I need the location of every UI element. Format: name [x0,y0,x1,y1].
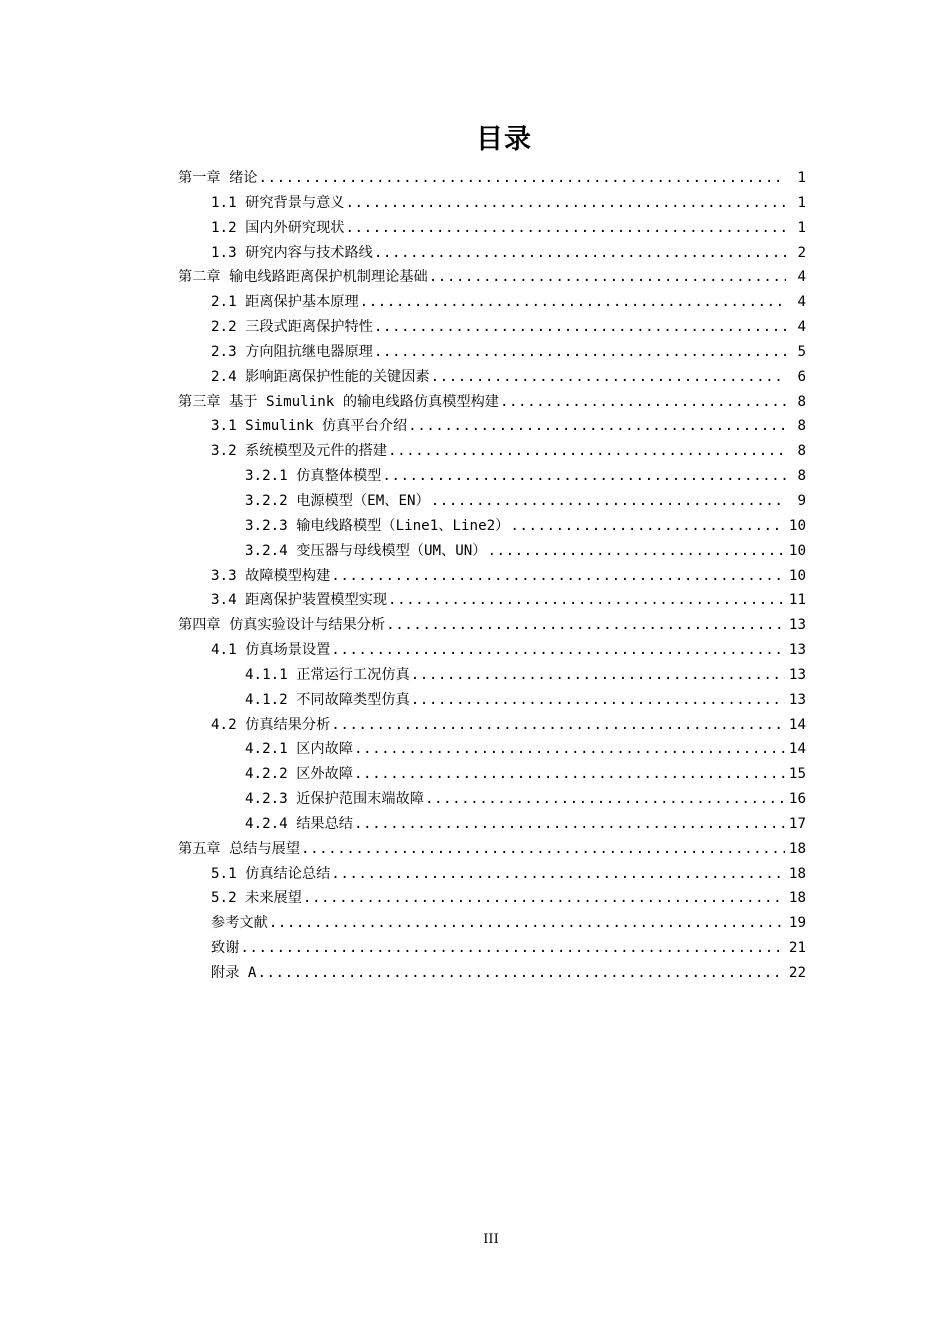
toc-entry-page: 8 [797,443,806,460]
toc-entry-label: 4.2.2 区外故障 [245,766,353,783]
toc-dot-leader [411,688,785,713]
toc-entry-label: 2.2 三段式距离保护特性 [211,319,373,336]
toc-entry[interactable] [178,862,806,887]
toc-entry[interactable] [178,290,806,315]
toc-entry-label: 3.2.2 电源模型（EM、EN） [245,492,430,509]
toc-dot-leader [374,340,786,365]
toc-dot-leader [331,638,785,663]
toc-entry[interactable] [178,961,806,986]
toc-dot-leader [374,241,786,266]
toc-entry[interactable] [178,613,806,638]
toc-entry-page: 5 [797,343,806,360]
toc-dot-leader [408,414,786,439]
toc-entry-page: 21 [788,940,806,957]
toc-entry-page: 4 [797,294,806,311]
toc-entry-label: 参考文献 [211,915,268,932]
toc-entry[interactable] [178,439,806,464]
toc-entry[interactable] [178,564,806,589]
page-number: III [483,1232,499,1247]
toc-entry[interactable] [178,787,806,812]
toc-entry-page: 2 [797,244,806,261]
toc-dot-leader [345,191,786,216]
toc-dot-leader [331,564,785,589]
table-of-contents [178,166,806,986]
toc-entry[interactable] [178,340,806,365]
toc-entry-page: 16 [788,791,806,808]
toc-entry-label: 4.1.1 正常运行工况仿真 [245,666,410,683]
toc-dot-leader [269,911,785,936]
toc-entry-label: 1.3 研究内容与技术路线 [211,244,373,261]
toc-entry-label: 附录 A [211,965,257,981]
toc-entry[interactable] [178,539,806,564]
toc-entry-page: 17 [788,815,806,832]
toc-entry-page: 6 [797,368,806,385]
toc-entry[interactable] [178,241,806,266]
toc-entry-label: 3.3 故障模型构建 [211,567,331,584]
toc-entry-label: 2.1 距离保护基本原理 [211,294,359,311]
toc-entry-label: 3.2 系统模型及元件的搭建 [211,443,388,460]
toc-entry-label: 3.2.3 输电线路模型（Line1、Line2） [245,517,510,534]
toc-entry[interactable] [178,762,806,787]
toc-dot-leader [354,812,785,837]
toc-entry-label: 3.2.1 仿真整体模型 [245,468,382,485]
toc-entry-label: 4.1 仿真场景设置 [211,642,331,659]
toc-entry-label: 第三章 基于 Simulink 的输电线路仿真模型构建 [178,393,499,410]
toc-entry-label: 3.4 距离保护装置模型实现 [211,592,388,609]
toc-dot-leader [388,439,786,464]
toc-entry[interactable] [178,191,806,216]
toc-dot-leader [240,936,785,961]
toc-entry[interactable] [178,414,806,439]
toc-entry[interactable] [178,265,806,290]
toc-dot-leader [500,390,786,415]
toc-entry-label: 2.4 影响距离保护性能的关键因素 [211,368,430,385]
toc-entry[interactable] [178,216,806,241]
toc-entry-page: 13 [788,617,806,634]
toc-entry-page: 18 [788,890,806,907]
toc-dot-leader [354,762,785,787]
toc-dot-leader [257,961,784,986]
toc-entry-label: 2.3 方向阻抗继电器原理 [211,343,373,360]
toc-dot-leader [374,315,786,340]
toc-dot-leader [487,539,784,564]
toc-entry-page: 4 [797,319,806,336]
toc-entry-page: 18 [788,865,806,882]
toc-entry-label: 3.2.4 变压器与母线模型（UM、UN） [245,542,487,559]
toc-entry-label: 5.1 仿真结论总结 [211,865,331,882]
toc-dot-leader [386,613,785,638]
toc-dot-leader [411,663,785,688]
toc-entry-page: 10 [788,542,806,559]
toc-entry-label: 4.2.3 近保护范围末端故障 [245,791,424,808]
toc-dot-leader [510,514,785,539]
toc-entry[interactable] [178,688,806,713]
toc-entry[interactable] [178,886,806,911]
toc-entry-label: 3.1 Simulink 仿真平台介绍 [211,418,408,435]
toc-dot-leader [331,713,785,738]
toc-dot-leader [301,837,785,862]
toc-dot-leader [303,886,785,911]
toc-dot-leader [360,290,786,315]
toc-entry[interactable] [178,812,806,837]
toc-dot-leader [258,166,786,191]
toc-entry[interactable] [178,588,806,613]
toc-entry-label: 4.2 仿真结果分析 [211,716,331,733]
toc-entry-label: 4.2.1 区内故障 [245,741,353,758]
toc-entry-page: 8 [797,468,806,485]
toc-entry-label: 第四章 仿真实验设计与结果分析 [178,617,386,634]
page-title: 目录 [476,124,532,155]
toc-entry[interactable] [178,638,806,663]
toc-entry-page: 1 [797,170,806,186]
toc-entry-label: 1.2 国内外研究现状 [211,219,345,236]
toc-entry-page: 10 [788,517,806,534]
toc-entry-label: 1.1 研究背景与意义 [211,194,345,211]
toc-entry-page: 14 [788,741,806,758]
toc-entry-page: 4 [797,269,806,286]
toc-entry[interactable] [178,911,806,936]
toc-entry-page: 15 [788,766,806,783]
toc-entry-page: 11 [788,592,806,609]
toc-entry[interactable] [178,315,806,340]
toc-entry-page: 8 [797,393,806,410]
toc-dot-leader [425,787,785,812]
toc-entry-label: 第二章 输电线路距离保护机制理论基础 [178,269,428,286]
toc-entry-page: 19 [788,915,806,932]
toc-dot-leader [382,464,786,489]
toc-entry-label: 4.2.4 结果总结 [245,815,353,832]
toc-entry[interactable] [178,166,806,191]
toc-entry-label: 第一章 绪论 [178,170,258,186]
toc-entry[interactable] [178,936,806,961]
toc-entry[interactable] [178,713,806,738]
toc-entry-page: 9 [797,492,806,509]
toc-entry[interactable] [178,663,806,688]
toc-entry-page: 13 [788,666,806,683]
toc-entry-page: 13 [788,642,806,659]
toc-entry[interactable] [178,390,806,415]
toc-entry[interactable] [178,837,806,862]
toc-entry-page: 22 [788,965,806,981]
toc-dot-leader [431,365,786,390]
toc-entry-label: 第五章 总结与展望 [178,840,301,857]
toc-entry[interactable] [178,489,806,514]
toc-entry[interactable] [178,365,806,390]
toc-dot-leader [388,588,785,613]
toc-dot-leader [431,489,786,514]
toc-entry-page: 1 [797,219,806,236]
toc-entry-page: 1 [797,194,806,211]
toc-dot-leader [354,737,785,762]
toc-entry[interactable] [178,464,806,489]
toc-dot-leader [331,862,785,887]
toc-entry-label: 4.1.2 不同故障类型仿真 [245,691,410,708]
toc-dot-leader [345,216,786,241]
toc-entry-label: 致谢 [211,940,240,957]
toc-entry-page: 14 [788,716,806,733]
toc-entry[interactable] [178,514,806,539]
toc-entry-label: 5.2 未来展望 [211,890,302,907]
toc-entry[interactable] [178,737,806,762]
toc-entry-page: 13 [788,691,806,708]
toc-entry-page: 18 [788,840,806,857]
toc-entry-page: 8 [797,418,806,435]
toc-entry-page: 10 [788,567,806,584]
toc-dot-leader [429,265,786,290]
